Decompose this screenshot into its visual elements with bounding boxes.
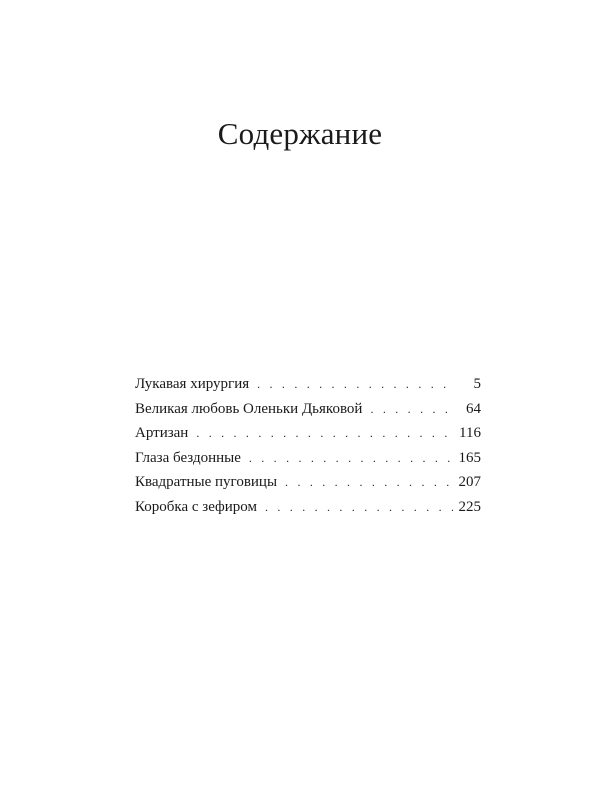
dot-leader — [285, 470, 452, 494]
toc-entry-page: 64 — [466, 400, 481, 417]
toc-entry — [135, 372, 481, 397]
dot-leader — [249, 446, 453, 470]
toc-entry-title: Артизан — [135, 425, 189, 441]
toc-entry-page: 207 — [458, 474, 481, 490]
toc-entry — [135, 470, 481, 495]
toc-entry — [135, 495, 481, 520]
toc-entry — [135, 446, 481, 471]
toc-entry — [135, 397, 481, 422]
toc-entry-page: 116 — [459, 425, 481, 441]
toc-entry-page: 5 — [473, 376, 481, 392]
table-of-contents — [135, 372, 481, 519]
toc-entry-title: Великая любовь Оленьки Дьяковой — [135, 400, 363, 417]
dot-leader — [370, 397, 453, 421]
page-title: Содержание — [217, 116, 383, 151]
dot-leader — [196, 421, 453, 445]
dot-leader — [265, 495, 453, 519]
dot-leader — [257, 372, 453, 396]
toc-entry-title: Коробка с зефиром — [135, 498, 257, 515]
toc-entry-page: 165 — [458, 449, 481, 466]
toc-entry-title: Лукавая хирургия — [135, 376, 250, 392]
toc-entry — [135, 421, 481, 446]
toc-entry-title: Глаза бездонные — [135, 449, 241, 466]
toc-entry-page: 225 — [458, 498, 481, 515]
toc-entry-title: Квадратные пуговицы — [135, 474, 278, 490]
